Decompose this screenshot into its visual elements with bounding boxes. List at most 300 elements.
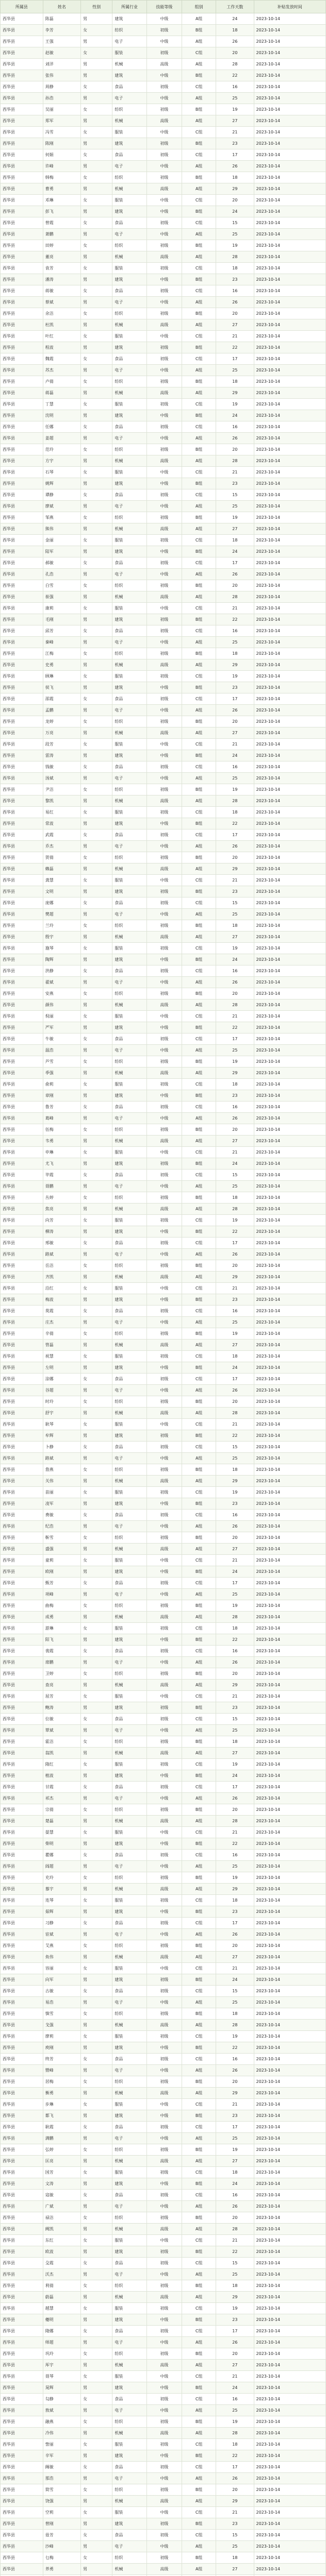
cell-date: 2023-10-14 bbox=[254, 2020, 325, 2031]
cell-days: 24 bbox=[216, 954, 254, 965]
cell-date: 2023-10-14 bbox=[254, 1623, 325, 1634]
cell-county: 西华县 bbox=[1, 308, 43, 319]
cell-level: 中级 bbox=[146, 2541, 182, 2552]
cell-days: 25 bbox=[216, 1861, 254, 1872]
cell-gender: 女 bbox=[80, 625, 112, 637]
cell-sector: 机械 bbox=[112, 591, 146, 603]
cell-date: 2023-10-14 bbox=[254, 1124, 325, 1136]
cell-sector: 机械 bbox=[112, 1476, 146, 1487]
table-row bbox=[1, 2224, 326, 2235]
cell-name: 雷涛 bbox=[43, 750, 80, 761]
cell-date: 2023-10-14 bbox=[254, 671, 325, 682]
cell-group: C组 bbox=[182, 2190, 216, 2201]
cell-county: 西华县 bbox=[1, 2258, 43, 2269]
cell-sector: 纺织 bbox=[112, 580, 146, 591]
cell-sector: 纺织 bbox=[112, 2416, 146, 2428]
cell-date: 2023-10-14 bbox=[254, 546, 325, 557]
cell-date: 2023-10-14 bbox=[254, 807, 325, 818]
cell-group: B组 bbox=[182, 2008, 216, 2020]
cell-county: 西华县 bbox=[1, 2450, 43, 2462]
table-row bbox=[1, 1986, 326, 1997]
cell-county: 西华县 bbox=[1, 1453, 43, 1464]
cell-level: 高级 bbox=[146, 2496, 182, 2507]
cell-sector: 电子 bbox=[112, 2201, 146, 2212]
cell-county: 西华县 bbox=[1, 603, 43, 614]
cell-level: 中级 bbox=[146, 1861, 182, 1872]
cell-sector: 服装 bbox=[112, 1487, 146, 1498]
cell-level: 初级 bbox=[146, 2462, 182, 2473]
cell-group: B组 bbox=[182, 1362, 216, 1374]
cell-group: C组 bbox=[182, 1510, 216, 1521]
cell-name: 殳霞 bbox=[43, 2258, 80, 2269]
cell-name: 乔杰 bbox=[43, 841, 80, 852]
cell-days: 20 bbox=[216, 195, 254, 206]
cell-level: 中级 bbox=[146, 2235, 182, 2246]
cell-sector: 电子 bbox=[112, 2065, 146, 2076]
cell-name: 詹燕 bbox=[43, 1464, 80, 1476]
table-row bbox=[1, 2133, 326, 2144]
cell-group: A组 bbox=[182, 1952, 216, 1963]
cell-days: 19 bbox=[216, 671, 254, 682]
cell-gender: 男 bbox=[80, 2269, 112, 2280]
cell-level: 中级 bbox=[146, 1113, 182, 1124]
cell-level: 初级 bbox=[146, 81, 182, 93]
cell-gender: 女 bbox=[80, 2280, 112, 2292]
cell-name: 齐凯 bbox=[43, 1272, 80, 1283]
cell-sector: 电子 bbox=[112, 569, 146, 580]
cell-date: 2023-10-14 bbox=[254, 2042, 325, 2054]
cell-level: 中级 bbox=[146, 2269, 182, 2280]
cell-county: 西华县 bbox=[1, 1101, 43, 1113]
table-row bbox=[1, 2348, 326, 2360]
cell-days: 22 bbox=[216, 1430, 254, 1442]
cell-sector: 纺织 bbox=[112, 1124, 146, 1136]
cell-name: 武霞 bbox=[43, 829, 80, 841]
cell-gender: 男 bbox=[80, 115, 112, 127]
cell-name: 吴丽 bbox=[43, 104, 80, 115]
cell-sector: 纺织 bbox=[112, 1192, 146, 1204]
table-row bbox=[1, 387, 326, 399]
cell-sector: 电子 bbox=[112, 773, 146, 784]
cell-gender: 男 bbox=[80, 297, 112, 308]
cell-days: 17 bbox=[216, 1782, 254, 1793]
cell-level: 初级 bbox=[146, 1215, 182, 1226]
cell-name: 冷伟 bbox=[43, 2428, 80, 2439]
cell-name: 魏霞 bbox=[43, 353, 80, 365]
cell-gender: 男 bbox=[80, 1929, 112, 1940]
table-row bbox=[1, 2201, 326, 2212]
cell-gender: 男 bbox=[80, 1974, 112, 1986]
cell-level: 中级 bbox=[146, 433, 182, 444]
table-row bbox=[1, 1589, 326, 1600]
cell-date: 2023-10-14 bbox=[254, 750, 325, 761]
cell-date: 2023-10-14 bbox=[254, 2371, 325, 2382]
cell-gender: 女 bbox=[80, 1963, 112, 1974]
cell-name: 江梅 bbox=[43, 648, 80, 659]
cell-gender: 男 bbox=[80, 1113, 112, 1124]
table-row bbox=[1, 1827, 326, 1838]
cell-sector: 建筑 bbox=[112, 1566, 146, 1578]
cell-name: 夔明 bbox=[43, 2314, 80, 2326]
cell-gender: 男 bbox=[80, 2496, 112, 2507]
cell-name: 曾刚 bbox=[43, 2518, 80, 2530]
cell-name: 方宇 bbox=[43, 455, 80, 467]
cell-sector: 纺织 bbox=[112, 988, 146, 999]
table-row bbox=[1, 421, 326, 433]
cell-date: 2023-10-14 bbox=[254, 1612, 325, 1623]
cell-date: 2023-10-14 bbox=[254, 1725, 325, 1736]
cell-group: A组 bbox=[182, 229, 216, 240]
cell-date: 2023-10-14 bbox=[254, 2382, 325, 2394]
cell-level: 高级 bbox=[146, 1952, 182, 1963]
cell-days: 25 bbox=[216, 637, 254, 648]
cell-date: 2023-10-14 bbox=[254, 659, 325, 671]
cell-county: 西华县 bbox=[1, 2178, 43, 2190]
cell-days: 22 bbox=[216, 1022, 254, 1033]
cell-gender: 女 bbox=[80, 2054, 112, 2065]
cell-group: C组 bbox=[182, 2507, 216, 2518]
cell-group: A组 bbox=[182, 365, 216, 376]
cell-group: C组 bbox=[182, 1147, 216, 1158]
cell-gender: 男 bbox=[80, 750, 112, 761]
table-row bbox=[1, 1555, 326, 1566]
cell-sector: 电子 bbox=[112, 1725, 146, 1736]
cell-county: 西华县 bbox=[1, 319, 43, 331]
cell-group: C组 bbox=[182, 1782, 216, 1793]
cell-level: 中级 bbox=[146, 818, 182, 829]
table-row bbox=[1, 761, 326, 773]
cell-days: 18 bbox=[216, 1351, 254, 1362]
table-row bbox=[1, 2530, 326, 2541]
cell-county: 西华县 bbox=[1, 1600, 43, 1612]
cell-name: 易浩 bbox=[43, 1997, 80, 2008]
cell-name: 许峰 bbox=[43, 161, 80, 172]
table-row bbox=[1, 1498, 326, 1510]
header-days: 工作天数 bbox=[216, 1, 254, 13]
table-row bbox=[1, 2042, 326, 2054]
cell-level: 初级 bbox=[146, 2076, 182, 2088]
cell-days: 29 bbox=[216, 863, 254, 875]
cell-name: 楚磊 bbox=[43, 1816, 80, 1827]
cell-days: 26 bbox=[216, 433, 254, 444]
cell-county: 西华县 bbox=[1, 2530, 43, 2541]
table-row bbox=[1, 319, 326, 331]
cell-gender: 女 bbox=[80, 1600, 112, 1612]
cell-days: 19 bbox=[216, 1872, 254, 1884]
cell-name: 查亮 bbox=[43, 1680, 80, 1691]
cell-gender: 男 bbox=[80, 523, 112, 535]
table-row bbox=[1, 229, 326, 240]
cell-county: 西华县 bbox=[1, 13, 43, 25]
cell-date: 2023-10-14 bbox=[254, 614, 325, 625]
cell-days: 21 bbox=[216, 1555, 254, 1566]
cell-group: C组 bbox=[182, 217, 216, 229]
cell-gender: 男 bbox=[80, 387, 112, 399]
cell-name: 衡勇 bbox=[43, 2088, 80, 2099]
cell-sector: 纺织 bbox=[112, 852, 146, 863]
cell-group: A组 bbox=[182, 1181, 216, 1192]
cell-name: 庞娜 bbox=[43, 897, 80, 909]
cell-sector: 电子 bbox=[112, 1521, 146, 1532]
table-row bbox=[1, 943, 326, 954]
cell-name: 卜静 bbox=[43, 1442, 80, 1453]
cell-gender: 男 bbox=[80, 1476, 112, 1487]
cell-county: 西华县 bbox=[1, 1770, 43, 1782]
cell-date: 2023-10-14 bbox=[254, 195, 325, 206]
cell-name: 蔚磊 bbox=[43, 2292, 80, 2303]
table-row bbox=[1, 1328, 326, 1340]
cell-group: C组 bbox=[182, 2371, 216, 2382]
cell-gender: 女 bbox=[80, 693, 112, 705]
cell-name: 步琳 bbox=[43, 2099, 80, 2110]
cell-days: 17 bbox=[216, 353, 254, 365]
cell-sector: 机械 bbox=[112, 931, 146, 943]
cell-name: 龚慧 bbox=[43, 875, 80, 886]
cell-county: 西华县 bbox=[1, 931, 43, 943]
cell-level: 初级 bbox=[146, 138, 182, 149]
cell-level: 中级 bbox=[146, 1827, 182, 1838]
cell-date: 2023-10-14 bbox=[254, 127, 325, 138]
cell-sector: 电子 bbox=[112, 2337, 146, 2348]
table-row bbox=[1, 1056, 326, 1067]
cell-days: 27 bbox=[216, 319, 254, 331]
cell-county: 西华县 bbox=[1, 2088, 43, 2099]
cell-sector: 机械 bbox=[112, 1340, 146, 1351]
cell-name: 弘婷 bbox=[43, 2144, 80, 2156]
cell-sector: 食品 bbox=[112, 2122, 146, 2133]
cell-group: A组 bbox=[182, 2473, 216, 2484]
table-row bbox=[1, 2564, 326, 2575]
cell-group: B组 bbox=[182, 1872, 216, 1884]
cell-level: 初级 bbox=[146, 1600, 182, 1612]
cell-name: 古敏 bbox=[43, 1986, 80, 1997]
cell-days: 18 bbox=[216, 376, 254, 387]
cell-county: 西华县 bbox=[1, 1306, 43, 1317]
cell-sector: 食品 bbox=[112, 421, 146, 433]
cell-name: 曹勇 bbox=[43, 183, 80, 195]
cell-county: 西华县 bbox=[1, 807, 43, 818]
cell-sector: 纺织 bbox=[112, 2008, 146, 2020]
cell-group: A组 bbox=[182, 2564, 216, 2575]
cell-days: 24 bbox=[216, 13, 254, 25]
cell-date: 2023-10-14 bbox=[254, 1918, 325, 1929]
cell-gender: 女 bbox=[80, 1079, 112, 1090]
table-row bbox=[1, 297, 326, 308]
cell-days: 27 bbox=[216, 1340, 254, 1351]
table-row bbox=[1, 750, 326, 761]
cell-level: 初级 bbox=[146, 1918, 182, 1929]
cell-days: 23 bbox=[216, 478, 254, 489]
cell-days: 19 bbox=[216, 1487, 254, 1498]
cell-name: 寇敏 bbox=[43, 2190, 80, 2201]
cell-county: 西华县 bbox=[1, 818, 43, 829]
cell-date: 2023-10-14 bbox=[254, 217, 325, 229]
cell-group: C组 bbox=[182, 1895, 216, 1906]
cell-sector: 食品 bbox=[112, 1101, 146, 1113]
cell-level: 高级 bbox=[146, 1204, 182, 1215]
cell-group: C组 bbox=[182, 1033, 216, 1045]
cell-gender: 男 bbox=[80, 138, 112, 149]
cell-county: 西华县 bbox=[1, 2303, 43, 2314]
cell-date: 2023-10-14 bbox=[254, 2246, 325, 2258]
cell-sector: 电子 bbox=[112, 637, 146, 648]
cell-level: 初级 bbox=[146, 172, 182, 183]
table-row bbox=[1, 1997, 326, 2008]
cell-level: 中级 bbox=[146, 682, 182, 693]
cell-days: 29 bbox=[216, 2292, 254, 2303]
cell-sector: 建筑 bbox=[112, 70, 146, 81]
cell-name: 郝敏 bbox=[43, 557, 80, 569]
cell-days: 16 bbox=[216, 761, 254, 773]
cell-sector: 建筑 bbox=[112, 1430, 146, 1442]
cell-gender: 男 bbox=[80, 2564, 112, 2575]
table-row bbox=[1, 1623, 326, 1634]
cell-days: 19 bbox=[216, 1056, 254, 1067]
cell-group: C组 bbox=[182, 1351, 216, 1362]
cell-sector: 纺织 bbox=[112, 716, 146, 727]
cell-gender: 女 bbox=[80, 1306, 112, 1317]
cell-name: 何娟 bbox=[43, 149, 80, 161]
cell-name: 左明 bbox=[43, 1362, 80, 1374]
cell-gender: 女 bbox=[80, 1623, 112, 1634]
cell-days: 25 bbox=[216, 909, 254, 920]
cell-sector: 纺织 bbox=[112, 172, 146, 183]
table-row bbox=[1, 1317, 326, 1328]
cell-gender: 男 bbox=[80, 2178, 112, 2190]
cell-level: 高级 bbox=[146, 1816, 182, 1827]
cell-group: C组 bbox=[182, 943, 216, 954]
cell-sector: 纺织 bbox=[112, 444, 146, 455]
cell-days: 16 bbox=[216, 625, 254, 637]
table-row bbox=[1, 1249, 326, 1260]
cell-group: C组 bbox=[182, 1487, 216, 1498]
table-row bbox=[1, 841, 326, 852]
table-row bbox=[1, 285, 326, 297]
cell-name: 位敏 bbox=[43, 1714, 80, 1725]
cell-name: 岳洁 bbox=[43, 1260, 80, 1272]
cell-level: 高级 bbox=[146, 727, 182, 739]
cell-county: 西华县 bbox=[1, 580, 43, 591]
cell-county: 西华县 bbox=[1, 1612, 43, 1623]
table-row bbox=[1, 818, 326, 829]
cell-county: 西华县 bbox=[1, 2405, 43, 2416]
cell-name: 丛婷 bbox=[43, 1192, 80, 1204]
cell-name: 陆军 bbox=[43, 546, 80, 557]
cell-level: 初级 bbox=[146, 2326, 182, 2337]
cell-days: 19 bbox=[216, 1328, 254, 1340]
cell-level: 初级 bbox=[146, 1532, 182, 1544]
cell-sector: 建筑 bbox=[112, 1974, 146, 1986]
cell-level: 中级 bbox=[146, 2450, 182, 2462]
cell-date: 2023-10-14 bbox=[254, 2473, 325, 2484]
cell-date: 2023-10-14 bbox=[254, 1759, 325, 1770]
cell-gender: 男 bbox=[80, 1340, 112, 1351]
cell-sector: 机械 bbox=[112, 1067, 146, 1079]
cell-group: B组 bbox=[182, 1396, 216, 1408]
cell-gender: 男 bbox=[80, 977, 112, 988]
cell-sector: 食品 bbox=[112, 1033, 146, 1045]
cell-gender: 男 bbox=[80, 1362, 112, 1374]
cell-days: 18 bbox=[216, 2008, 254, 2020]
cell-days: 25 bbox=[216, 2269, 254, 2280]
cell-gender: 女 bbox=[80, 2416, 112, 2428]
cell-county: 西华县 bbox=[1, 297, 43, 308]
cell-county: 西华县 bbox=[1, 1521, 43, 1532]
cell-county: 西华县 bbox=[1, 1589, 43, 1600]
table-row bbox=[1, 988, 326, 999]
table-row bbox=[1, 705, 326, 716]
cell-name: 游琳 bbox=[43, 1623, 80, 1634]
cell-group: C组 bbox=[182, 195, 216, 206]
cell-level: 初级 bbox=[146, 1782, 182, 1793]
cell-level: 中级 bbox=[146, 546, 182, 557]
table-row bbox=[1, 603, 326, 614]
cell-date: 2023-10-14 bbox=[254, 285, 325, 297]
cell-date: 2023-10-14 bbox=[254, 1974, 325, 1986]
cell-sector: 食品 bbox=[112, 285, 146, 297]
cell-gender: 女 bbox=[80, 943, 112, 954]
cell-county: 西华县 bbox=[1, 1204, 43, 1215]
cell-date: 2023-10-14 bbox=[254, 93, 325, 104]
cell-name: 刘洋 bbox=[43, 59, 80, 70]
cell-group: C组 bbox=[182, 1079, 216, 1090]
cell-group: C组 bbox=[182, 399, 216, 410]
cell-county: 西华县 bbox=[1, 750, 43, 761]
cell-sector: 建筑 bbox=[112, 1906, 146, 1918]
cell-gender: 女 bbox=[80, 1147, 112, 1158]
table-row bbox=[1, 807, 326, 818]
cell-group: C组 bbox=[182, 1827, 216, 1838]
table-row bbox=[1, 2360, 326, 2371]
cell-date: 2023-10-14 bbox=[254, 1113, 325, 1124]
cell-days: 15 bbox=[216, 217, 254, 229]
cell-group: C组 bbox=[182, 739, 216, 750]
cell-days: 27 bbox=[216, 1952, 254, 1963]
cell-county: 西华县 bbox=[1, 161, 43, 172]
cell-name: 霍洁 bbox=[43, 1736, 80, 1748]
cell-sector: 纺织 bbox=[112, 25, 146, 36]
cell-level: 高级 bbox=[146, 1340, 182, 1351]
cell-days: 18 bbox=[216, 2280, 254, 2292]
cell-level: 中级 bbox=[146, 1521, 182, 1532]
cell-gender: 男 bbox=[80, 1317, 112, 1328]
cell-sector: 电子 bbox=[112, 36, 146, 47]
cell-gender: 女 bbox=[80, 2439, 112, 2450]
table-row bbox=[1, 1033, 326, 1045]
cell-date: 2023-10-14 bbox=[254, 920, 325, 931]
table-row bbox=[1, 444, 326, 455]
cell-level: 高级 bbox=[146, 1067, 182, 1079]
cell-county: 西华县 bbox=[1, 625, 43, 637]
cell-gender: 男 bbox=[80, 591, 112, 603]
cell-sector: 电子 bbox=[112, 1385, 146, 1396]
cell-sector: 服装 bbox=[112, 739, 146, 750]
cell-group: C组 bbox=[182, 1419, 216, 1430]
cell-group: A组 bbox=[182, 59, 216, 70]
header-sector: 所属行业 bbox=[112, 1, 146, 13]
cell-days: 19 bbox=[216, 399, 254, 410]
cell-name: 靳雪 bbox=[43, 1532, 80, 1544]
cell-date: 2023-10-14 bbox=[254, 2496, 325, 2507]
cell-gender: 男 bbox=[80, 183, 112, 195]
cell-sector: 食品 bbox=[112, 2326, 146, 2337]
cell-county: 西华县 bbox=[1, 2462, 43, 2473]
cell-level: 初级 bbox=[146, 1736, 182, 1748]
cell-gender: 男 bbox=[80, 1022, 112, 1033]
cell-group: A组 bbox=[182, 1612, 216, 1623]
cell-date: 2023-10-14 bbox=[254, 2122, 325, 2133]
cell-date: 2023-10-14 bbox=[254, 1101, 325, 1113]
